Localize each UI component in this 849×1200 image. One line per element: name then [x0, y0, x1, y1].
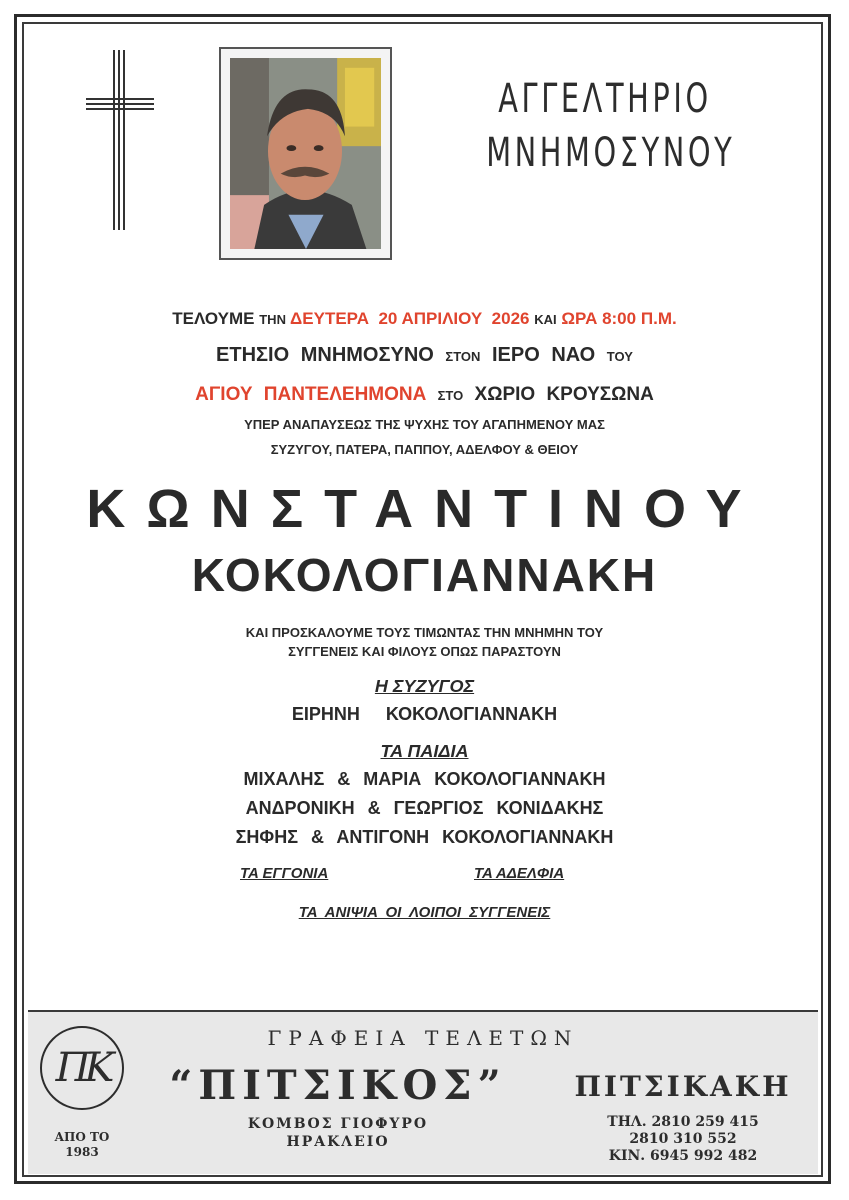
portrait-frame — [219, 47, 392, 260]
deceased-first-name: ΚΩΝΣΤΑΝΤΙΝΟΥ — [86, 479, 763, 539]
owner-name: ΠΙΤΣΙΚΑΚΗ — [574, 1070, 792, 1103]
child-entry-1: ΜΙΧΑΛΗΣ & ΜΑΡΙΑ ΚΟΚΟΛΟΓΙΑΝΝΑΚΗ — [243, 769, 606, 789]
invitation-line-2: ΣΥΓΓΕΝΕΙΣ ΚΑΙ ΦΙΛΟΥΣ ΟΠΩΣ ΠΑΡΑΣΤΟΥΝ — [288, 644, 561, 659]
word-kai: ΚΑΙ — [534, 312, 557, 327]
service-time: ΩΡΑ 8:00 Π.Μ. — [561, 309, 677, 328]
memorial-line — [0, 344, 849, 367]
announcement-title — [486, 72, 736, 180]
memorial-type: ΕΤΗΣΙΟ ΜΝΗΜΟΣΥΝΟ — [216, 344, 434, 366]
children-label-row — [0, 741, 849, 762]
word-telume: ΤΕΛΟΥΜΕ — [172, 309, 255, 328]
child-entry-2: ΑΝΔΡΟΝΙΚΗ & ΓΕΩΡΓΙΟΣ ΚΟΝΙΔΑΚΗΣ — [245, 798, 604, 818]
spouse-label: Η ΣΥΖΥΓΟΣ — [374, 676, 475, 696]
word-tou: ΤΟΥ — [606, 349, 633, 364]
mobile-phone: ΚΙΝ. 6945 992 482 — [608, 1148, 758, 1164]
grandchildren-label: ΤΑ ΕΓΓΟΝΙΑ — [240, 865, 329, 882]
funeral-home-title: ΓΡΑΦΕΙΑ ΤΕΛΕΤΩΝ — [267, 1026, 579, 1050]
phone-1: ΤΗΛ. 2810 259 415 — [607, 1114, 759, 1130]
word-ston: ΣΤΟΝ — [445, 349, 481, 364]
spouse-label-row — [0, 676, 849, 697]
church-line — [0, 384, 849, 406]
others-label-row — [0, 904, 849, 921]
title-line-2: ΜΝΗΜΟΣΥΝΟΥ — [486, 130, 736, 176]
dedication-line-2: ΣΥΖΥΓΟΥ, ΠΑΤΕΡΑ, ΠΑΠΠΟΥ, ΑΔΕΛΦΟΥ & ΘΕΙΟΥ — [270, 442, 579, 457]
funeral-home-brand: “ΠΙΤΣΙΚΟΣ” — [169, 1062, 507, 1109]
church-word: ΙΕΡΟ ΝΑΟ — [491, 344, 596, 366]
portrait-photo — [230, 58, 381, 249]
service-date-line — [0, 309, 849, 329]
funeral-home-logo: ΠΚ — [40, 1026, 124, 1110]
others-label: ΤΑ ΑΝΙΨΙΑ ΟΙ ΛΟΙΠΟΙ ΣΥΓΓΕΝΕΙΣ — [298, 904, 551, 921]
dedication-line-1: ΥΠΕΡ ΑΝΑΠΑΥΣΕΩΣ ΤΗΣ ΨΥΧΗΣ ΤΟΥ ΑΓΑΠΗΜΕΝΟΥ ΜΑΣ — [244, 417, 605, 432]
address-line-1: ΚΟΜΒΟΣ ΓΙΟΦΥΡΟ — [247, 1116, 429, 1132]
deceased-surname: ΚΟΚΟΛΟΓΙΑΝΝΑΚΗ — [191, 549, 658, 601]
village-name: ΧΩΡΙΟ ΚΡΟΥΣΩΝΑ — [474, 384, 654, 405]
children-label: ΤΑ ΠΑΙΔΙΑ — [380, 741, 469, 761]
title-line-1: ΑΓΓΕΛΤΗΡΙΟ — [498, 76, 712, 122]
church-name: ΑΓΙΟΥ ΠΑΝΤΕΛΕΗΜΟΝΑ — [195, 384, 427, 405]
word-tin: ΤΗΝ — [259, 312, 286, 327]
address-line-2: ΗΡΑΚΛΕΙΟ — [286, 1134, 390, 1150]
phone-2: 2810 310 552 — [629, 1131, 737, 1147]
child-entry-3: ΣΗΦΗΣ & ΑΝΤΙΓΟΝΗ ΚΟΚΟΛΟΓΙΑΝΝΑΚΗ — [235, 827, 614, 847]
spouse-name: ΕΙΡΗΝΗ ΚΟΚΟΛΟΓΙΑΝΝΑΚΗ — [291, 704, 558, 724]
siblings-label: ΤΑ ΑΔΕΛΦΙΑ — [474, 865, 565, 882]
since-label: ΑΠΟ ΤΟ — [54, 1130, 110, 1144]
service-date: ΔΕΥΤΕΡΑ 20 ΑΠΡΙΛΙΟΥ 2026 — [290, 309, 530, 328]
funeral-home-footer — [28, 1010, 818, 1174]
word-sto: ΣΤΟ — [437, 388, 464, 403]
cross-icon — [86, 50, 154, 230]
invitation-line-1: ΚΑΙ ΠΡΟΣΚΑΛΟΥΜΕ ΤΟΥΣ ΤΙΜΩΝΤΑΣ ΤΗΝ ΜΝΗΜΗΝ ΤΟΥ — [245, 625, 604, 640]
since-year: 1983 — [65, 1145, 99, 1159]
